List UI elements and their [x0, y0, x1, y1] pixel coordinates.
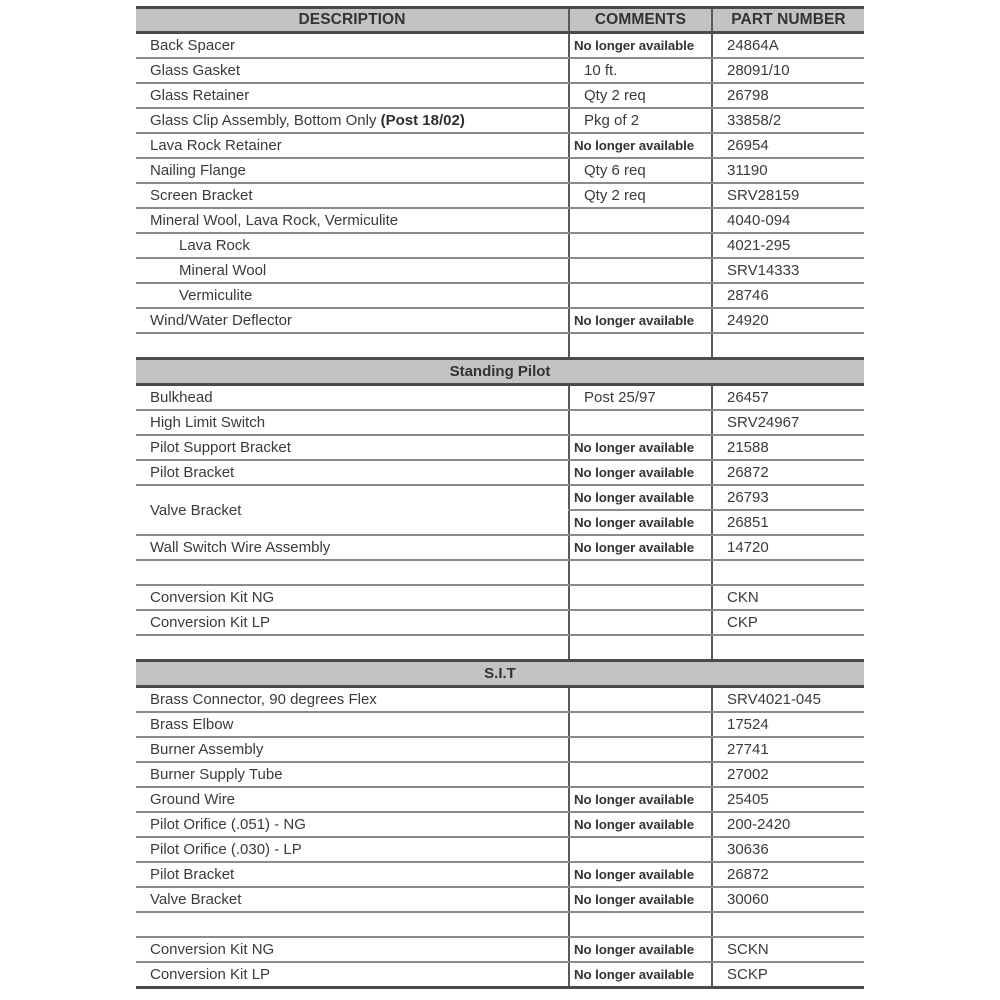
table-row [136, 485, 864, 510]
description-cell: Pilot Support Bracket [136, 435, 569, 460]
header-comments: COMMENTS [569, 8, 712, 33]
comment-cell: Qty 2 req [569, 183, 712, 208]
part-number-cell: SCKP [712, 962, 864, 988]
parts-table [136, 6, 864, 989]
empty-cell [712, 912, 864, 937]
description-cell: Pilot Bracket [136, 862, 569, 887]
comment-cell: Qty 6 req [569, 158, 712, 183]
table-row [136, 108, 864, 133]
table-row [136, 712, 864, 737]
description-cell: Lava Rock Retainer [136, 133, 569, 158]
part-number-cell: SRV14333 [712, 258, 864, 283]
description-note: (Post 18/02) [380, 112, 465, 129]
description-text: Glass Clip Assembly, Bottom Only [150, 112, 381, 129]
comment-cell: No longer available [569, 510, 712, 535]
description-cell: Burner Supply Tube [136, 762, 569, 787]
description-cell: Brass Connector, 90 degrees Flex [136, 687, 569, 713]
description-cell: Wind/Water Deflector [136, 308, 569, 333]
part-number-cell: SRV24967 [712, 410, 864, 435]
part-number-cell: 31190 [712, 158, 864, 183]
blank-row [136, 333, 864, 359]
description-cell: Ground Wire [136, 787, 569, 812]
section-title: S.I.T [136, 661, 864, 687]
part-number-cell: CKN [712, 585, 864, 610]
description-cell: Screen Bracket [136, 183, 569, 208]
description-cell: Vermiculite [136, 283, 569, 308]
empty-cell [712, 560, 864, 585]
comment-cell [569, 737, 712, 762]
part-number-cell: 27002 [712, 762, 864, 787]
description-cell: Bulkhead [136, 385, 569, 411]
empty-cell [712, 333, 864, 359]
comment-cell [569, 233, 712, 258]
empty-cell [136, 560, 569, 585]
description-cell: Mineral Wool, Lava Rock, Vermiculite [136, 208, 569, 233]
empty-cell [136, 333, 569, 359]
blank-row [136, 560, 864, 585]
table-row [136, 133, 864, 158]
comment-cell: Pkg of 2 [569, 108, 712, 133]
part-number-cell: 26798 [712, 83, 864, 108]
header-row [136, 8, 864, 33]
part-number-cell: 21588 [712, 435, 864, 460]
description-cell: Glass Gasket [136, 58, 569, 83]
part-number-cell: 200-2420 [712, 812, 864, 837]
part-number-cell: 30636 [712, 837, 864, 862]
table-row [136, 308, 864, 333]
comment-cell: No longer available [569, 937, 712, 962]
part-number-cell: 26457 [712, 385, 864, 411]
table-row [136, 460, 864, 485]
table-row [136, 962, 864, 988]
header-description: DESCRIPTION [136, 8, 569, 33]
comment-cell: No longer available [569, 962, 712, 988]
empty-cell [569, 912, 712, 937]
part-number-cell: 33858/2 [712, 108, 864, 133]
description-cell: Nailing Flange [136, 158, 569, 183]
description-cell: High Limit Switch [136, 410, 569, 435]
table-row [136, 787, 864, 812]
blank-row [136, 912, 864, 937]
part-number-cell: 17524 [712, 712, 864, 737]
comment-cell: No longer available [569, 435, 712, 460]
table-row [136, 258, 864, 283]
comment-cell: 10 ft. [569, 58, 712, 83]
empty-cell [569, 560, 712, 585]
table-row [136, 158, 864, 183]
part-number-cell: SRV4021-045 [712, 687, 864, 713]
part-number-cell: 26872 [712, 862, 864, 887]
comment-cell [569, 762, 712, 787]
comment-cell: No longer available [569, 787, 712, 812]
comment-cell [569, 283, 712, 308]
description-cell: Conversion Kit NG [136, 937, 569, 962]
empty-cell [569, 635, 712, 661]
part-number-cell: SRV28159 [712, 183, 864, 208]
comment-cell [569, 585, 712, 610]
part-number-cell: 26872 [712, 460, 864, 485]
table-row [136, 233, 864, 258]
comment-cell [569, 208, 712, 233]
part-number-cell: 4040-094 [712, 208, 864, 233]
table-row [136, 385, 864, 411]
comment-cell [569, 712, 712, 737]
part-number-cell: 26851 [712, 510, 864, 535]
part-number-cell: 30060 [712, 887, 864, 912]
comment-cell: Post 25/97 [569, 385, 712, 411]
part-number-cell: 26793 [712, 485, 864, 510]
empty-cell [569, 333, 712, 359]
comment-cell: No longer available [569, 812, 712, 837]
table-row [136, 83, 864, 108]
description-cell: Back Spacer [136, 33, 569, 59]
table-row [136, 812, 864, 837]
part-number-cell: 28091/10 [712, 58, 864, 83]
table-row [136, 737, 864, 762]
description-cell: Conversion Kit NG [136, 585, 569, 610]
table-row [136, 208, 864, 233]
part-number-cell: SCKN [712, 937, 864, 962]
section-header-sit [136, 661, 864, 687]
comment-cell: No longer available [569, 887, 712, 912]
empty-cell [712, 635, 864, 661]
table-row [136, 687, 864, 713]
comment-cell [569, 687, 712, 713]
description-cell: Burner Assembly [136, 737, 569, 762]
description-cell: Pilot Bracket [136, 460, 569, 485]
part-number-cell: 4021-295 [712, 233, 864, 258]
table-row [136, 435, 864, 460]
header-part-number: PART NUMBER [712, 8, 864, 33]
part-number-cell: 27741 [712, 737, 864, 762]
comment-cell: No longer available [569, 308, 712, 333]
description-cell: Valve Bracket [136, 485, 569, 535]
part-number-cell: 14720 [712, 535, 864, 560]
comment-cell: No longer available [569, 485, 712, 510]
comment-cell: No longer available [569, 133, 712, 158]
empty-cell [136, 912, 569, 937]
description-cell: Brass Elbow [136, 712, 569, 737]
table-row [136, 585, 864, 610]
section-title: Standing Pilot [136, 359, 864, 385]
description-cell: Valve Bracket [136, 887, 569, 912]
table-row [136, 837, 864, 862]
comment-cell: No longer available [569, 460, 712, 485]
table-row [136, 610, 864, 635]
comment-cell [569, 410, 712, 435]
table-row [136, 887, 864, 912]
description-cell: Mineral Wool [136, 258, 569, 283]
empty-cell [136, 635, 569, 661]
description-cell [136, 108, 569, 133]
part-number-cell: CKP [712, 610, 864, 635]
blank-row [136, 635, 864, 661]
comment-cell [569, 837, 712, 862]
table-row [136, 58, 864, 83]
part-number-cell: 25405 [712, 787, 864, 812]
description-cell: Pilot Orifice (.051) - NG [136, 812, 569, 837]
part-number-cell: 28746 [712, 283, 864, 308]
description-cell: Pilot Orifice (.030) - LP [136, 837, 569, 862]
comment-cell [569, 610, 712, 635]
table-row [136, 183, 864, 208]
table-row [136, 862, 864, 887]
description-cell: Conversion Kit LP [136, 610, 569, 635]
description-cell: Conversion Kit LP [150, 966, 271, 983]
part-number-cell: 26954 [712, 133, 864, 158]
part-number-cell: 24920 [712, 308, 864, 333]
description-cell: Lava Rock [136, 233, 569, 258]
comment-cell: No longer available [569, 862, 712, 887]
table-row [136, 410, 864, 435]
description-cell: Wall Switch Wire Assembly [136, 535, 569, 560]
table-row [136, 283, 864, 308]
part-number-cell: 24864A [712, 33, 864, 59]
table-row [136, 33, 864, 59]
section-header-standing-pilot [136, 359, 864, 385]
table-row [136, 762, 864, 787]
table-row [136, 937, 864, 962]
comment-cell: Qty 2 req [569, 83, 712, 108]
description-cell: Glass Retainer [136, 83, 569, 108]
comment-cell: No longer available [569, 33, 712, 59]
comment-cell: No longer available [569, 535, 712, 560]
comment-cell [569, 258, 712, 283]
table-row [136, 535, 864, 560]
